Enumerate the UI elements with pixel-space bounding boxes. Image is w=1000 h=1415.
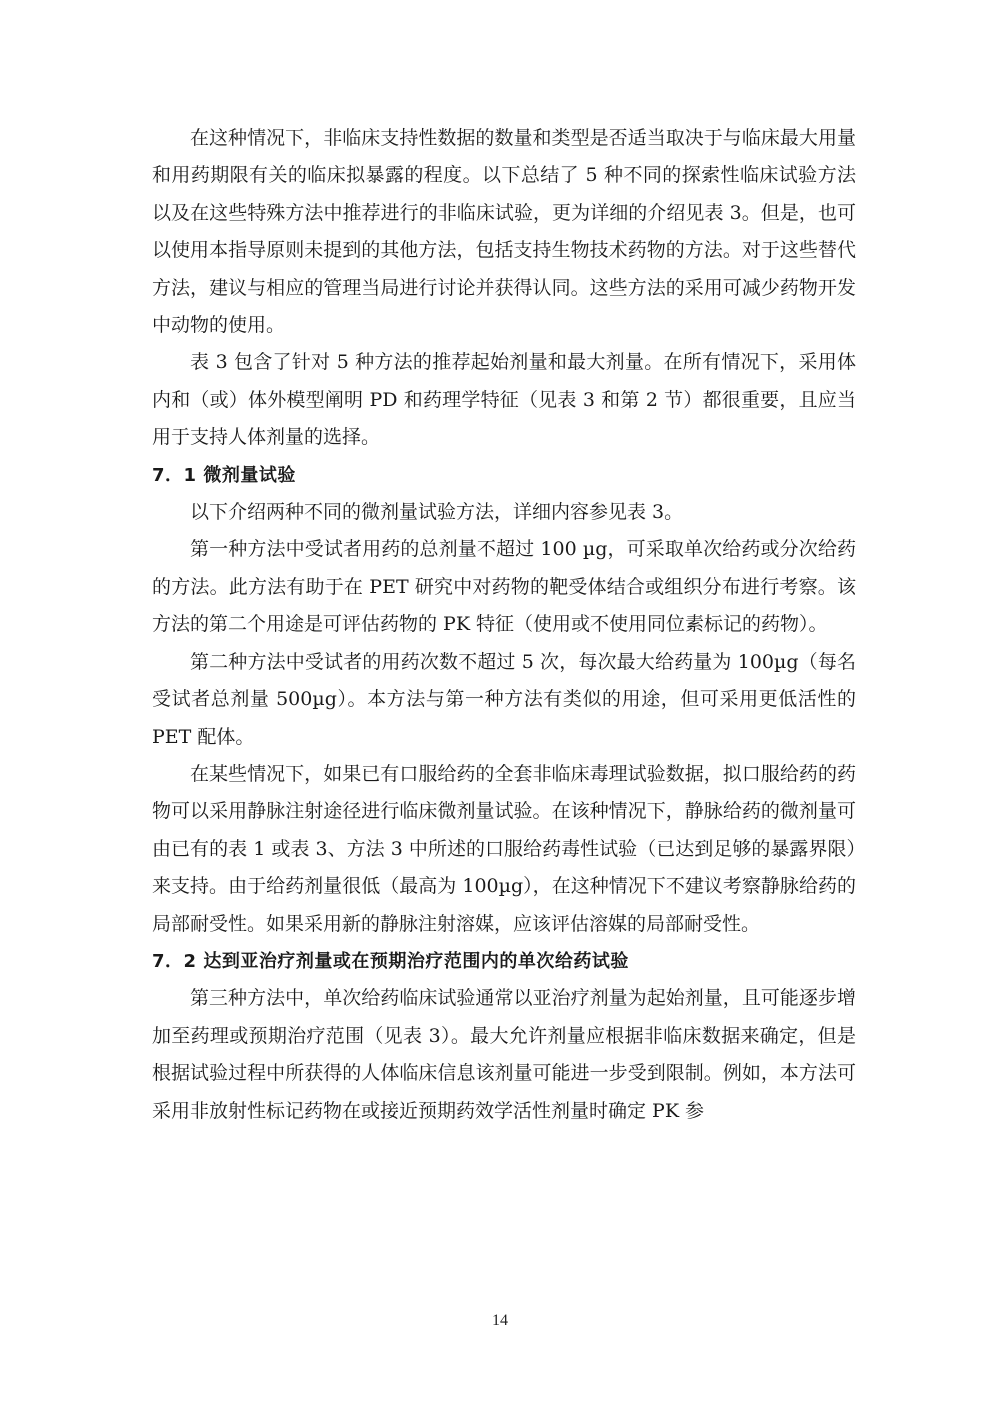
paragraph-microdose-intro: 以下介绍两种不同的微剂量试验方法，详细内容参见表 3。 bbox=[190, 501, 684, 524]
paragraph-method-3: 第三种方法中，单次给药临床试验通常以亚治疗剂量为起始剂量，且可能逐步增加至药理或预期治疗范围（见表 3）。最大允许剂量应根据非临床数据来确定，但是根据试验过程中所获得的人体临床信息该剂量可能进一步受到限制。例如，本方法可采用非放射性标记药物在或接近预期药效学活性剂量时确定 PK 参 bbox=[152, 987, 856, 1122]
paragraph-exposure-intro: 在这种情况下，非临床支持性数据的数量和类型是否适当取决于与临床最大用量和用药期限有关的临床拟暴露的程度。以下总结了 5 种不同的探索性临床试验方法以及在这些特殊方法中推荐进行的非临床试验，更为详细的介绍见表 3。但是，也可以使用本指导原则未提到的其他方法，包括支持生物技术药物的方法。对于这些替代方法，建议与相应的管理当局进行讨论并获得认同。这些方法的采用可减少药物开发中动物的使用。 bbox=[152, 127, 856, 337]
page-number: 14 bbox=[492, 1312, 508, 1329]
section-heading-7-2: 7．2 达到亚治疗剂量或在预期治疗范围内的单次给药试验 bbox=[152, 950, 629, 972]
paragraph-method-2: 第二种方法中受试者的用药次数不超过 5 次，每次最大给药量为 100µg（每名受试者总剂量 500µg）。本方法与第一种方法有类似的用途，但可采用更低活性的 PET 配体。 bbox=[152, 650, 856, 748]
paragraph-table3-doses: 表 3 包含了针对 5 种方法的推荐起始剂量和最大剂量。在所有情况下，采用体内和（或）体外模型阐明 PD 和药理学特征（见表 3 和第 2 节）都很重要，且应当用于支持人体剂量的选择。 bbox=[152, 351, 856, 449]
document-body bbox=[152, 120, 856, 1130]
section-heading-7-1: 7．1 微剂量试验 bbox=[152, 464, 296, 486]
paragraph-iv-microdose: 在某些情况下，如果已有口服给药的全套非临床毒理试验数据，拟口服给药的药物可以采用静脉注射途径进行临床微剂量试验。在该种情况下，静脉给药的微剂量可由已有的表 1 或表 3、方法 3 中所述的口服给药毒性试验（已达到足够的暴露界限）来支持。由于给药剂量很低（最高为 100µg），在这种情况下不建议考察静脉给药的局部耐受性。如果采用新的静脉注射溶媒，应该评估溶媒的局部耐受性。 bbox=[152, 762, 856, 935]
paragraph-method-1: 第一种方法中受试者用药的总剂量不超过 100 µg，可采取单次给药或分次给药的方法。此方法有助于在 PET 研究中对药物的靶受体结合或组织分布进行考察。该方法的第二个用途是可评估药物的 PK 特征（使用或不使用同位素标记的药物）。 bbox=[152, 538, 856, 636]
